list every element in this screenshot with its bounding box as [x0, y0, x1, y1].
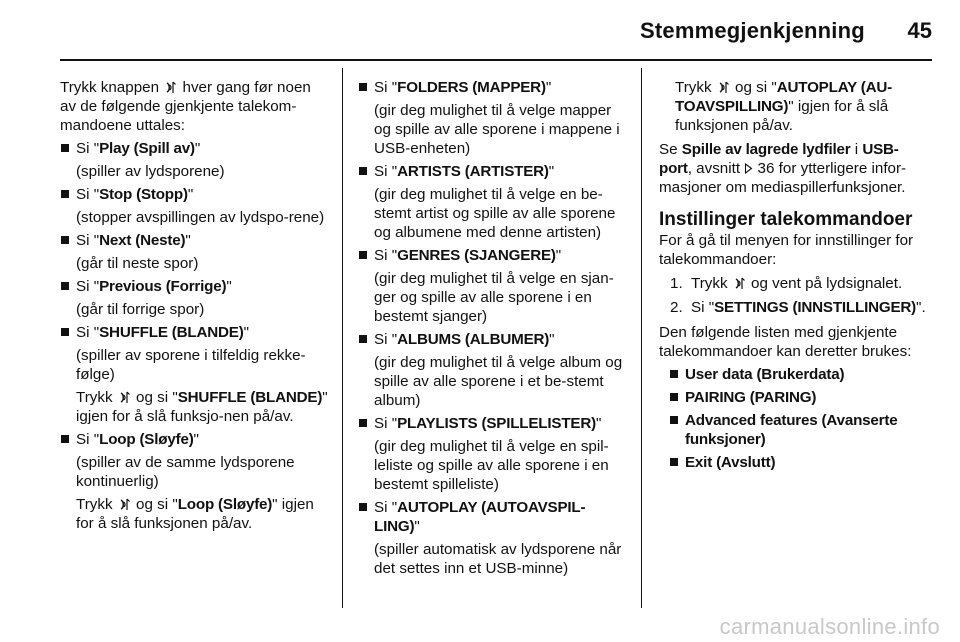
- numbered-step: 1. Trykk og vent på lydsignalet.: [670, 275, 903, 292]
- command-text: ARTISTS (ARTISTER): [397, 163, 549, 180]
- reference-title: Spille av lagrede lydfiler: [681, 141, 851, 158]
- item-toggle-note: Trykk og si "SHUFFLE (BLANDE)" igjen for å slå funksjo-nen på/av.: [76, 389, 328, 425]
- bullet-square: [61, 236, 69, 244]
- bullet-square: [359, 419, 367, 427]
- command-text: FOLDERS (MAPPER): [397, 79, 546, 96]
- list-item: Si "Stop (Stopp)": [60, 185, 330, 204]
- list-item: Si "Play (Spill av)": [60, 139, 330, 158]
- command-text: Play (Spill av): [99, 140, 195, 157]
- list-item: Si "FOLDERS (MAPPER)": [358, 78, 628, 97]
- command-text: AUTOPLAY (AUTOAVSPIL-LING): [374, 499, 586, 535]
- list-item: Si "Loop (Sløyfe)": [60, 430, 330, 449]
- item-description: (spiller av de samme lydsporene kontinuerlig): [76, 454, 295, 490]
- section-intro: For å gå til menyen for innstillinger for talekommandoer:: [659, 232, 914, 268]
- item-description: (går til forrige spor): [76, 301, 205, 318]
- command-text: ALBUMS (ALBUMER): [397, 331, 550, 348]
- command-text: Loop (Sløyfe): [99, 431, 194, 448]
- list-item: Si "PLAYLISTS (SPILLELISTER)": [358, 414, 628, 433]
- voice-command-icon: [718, 81, 729, 94]
- item-description: (spiller automatisk av lydsporene når det settes inn et USB-minne): [374, 541, 622, 577]
- command-text: Loop (Sløyfe): [177, 496, 273, 513]
- command-text: Exit (Avslutt): [685, 454, 776, 471]
- list-item: Si "SHUFFLE (BLANDE)": [60, 323, 330, 342]
- item-description: (gir deg mulighet til å velge en spil-leliste og spille av alle sporene i en bestemt spilleliste): [374, 438, 609, 493]
- intro-paragraph: Trykk knappen hver gang før noen av de følgende gjenkjente talekom-mandoene uttales:: [60, 79, 311, 134]
- bullet-square: [61, 328, 69, 336]
- list-item: Si "GENRES (SJANGERE)": [358, 246, 628, 265]
- command-text: SHUFFLE (BLANDE): [99, 324, 244, 341]
- voice-command-icon: [119, 391, 130, 404]
- command-text: PAIRING (PARING): [685, 389, 817, 406]
- bullet-square: [61, 144, 69, 152]
- list-item: [669, 453, 927, 472]
- command-text: SHUFFLE (BLANDE): [177, 389, 323, 406]
- bullet-square: [359, 503, 367, 511]
- voice-command-icon: [165, 81, 176, 94]
- item-description: (gir deg mulighet til å velge album og spille av alle sporene i et be-stemt album): [374, 354, 623, 409]
- voice-command-icon: [734, 277, 745, 290]
- page-number: 45: [907, 18, 932, 43]
- item-description: (stopper avspillingen av lydspo-rene): [76, 209, 325, 226]
- page-reference-arrow-icon: [744, 163, 753, 174]
- list-item: Si "Next (Neste)": [60, 231, 330, 250]
- list-item: [669, 411, 927, 449]
- item-toggle-note: Trykk og si "AUTOPLAY (AU-TOAVSPILLING)" igjen for å slå funksjonen på/av.: [675, 79, 892, 134]
- command-text: SETTINGS (INNSTILLINGER): [714, 299, 917, 316]
- list-item: Si "ARTISTS (ARTISTER)": [358, 162, 628, 181]
- command-text: AUTOPLAY (AU-TOAVSPILLING): [675, 79, 892, 115]
- list-item: [669, 388, 927, 407]
- item-description: (spiller av sporene i tilfeldig rekke-følge): [76, 347, 306, 383]
- watermark: carmanualsonline.info: [719, 614, 940, 639]
- list-item: Si "AUTOPLAY (AUTOAVSPIL-LING)": [358, 498, 628, 536]
- command-text: PLAYLISTS (SPILLELISTER): [397, 415, 596, 432]
- command-text: GENRES (SJANGERE): [397, 247, 556, 264]
- list-intro: Den følgende listen med gjenkjente talekommandoer kan deretter brukes:: [659, 324, 912, 360]
- numbered-step: 2. Si "SETTINGS (INNSTILLINGER)".: [670, 299, 926, 316]
- item-description: (spiller av lydsporene): [76, 163, 225, 180]
- bullet-square: [670, 393, 678, 401]
- bullet-square: [359, 167, 367, 175]
- bullet-square: [670, 458, 678, 466]
- item-description: (gir deg mulighet til å velge en sjan-ger og spille av alle sporene i en bestemt sjanger): [374, 270, 614, 325]
- list-item: Si "Previous (Forrige)": [60, 277, 330, 296]
- command-text: Advanced features (Avanserte funksjoner): [685, 412, 898, 448]
- item-toggle-note: Trykk og si "Loop (Sløyfe)" igjen for å slå funksjonen på/av.: [76, 496, 314, 532]
- bullet-square: [359, 83, 367, 91]
- column-divider: [342, 68, 343, 608]
- list-item: [669, 365, 927, 384]
- command-text: User data (Brukerdata): [685, 366, 845, 383]
- bullet-square: [359, 335, 367, 343]
- section-heading: Instillinger talekommandoer: [659, 209, 913, 230]
- command-text: Stop (Stopp): [99, 186, 188, 203]
- bullet-square: [670, 416, 678, 424]
- item-description: (gir deg mulighet til å velge mapper og spille av alle sporene i mappene i USB-enheten): [374, 102, 620, 157]
- column-3: [659, 78, 927, 472]
- bullet-square: [61, 435, 69, 443]
- bullet-square: [61, 282, 69, 290]
- item-description: (gir deg mulighet til å velge en be-stemt artist og spille av alle sporene og albumene med denne artisten): [374, 186, 616, 241]
- cross-reference-paragraph: Se Spille av lagrede lydfiler i USB-port, avsnitt 36 for ytterligere infor-masjoner om mediaspillerfunksjoner.: [659, 141, 907, 196]
- column-divider: [641, 68, 642, 608]
- item-description: (går til neste spor): [76, 255, 199, 272]
- page-title: Stemmegjenkjenning: [640, 18, 865, 43]
- bullet-square: [61, 190, 69, 198]
- bullet-square: [359, 251, 367, 259]
- column-1: [60, 78, 330, 533]
- column-2: [358, 78, 628, 578]
- reference-title: USB-port: [659, 141, 899, 177]
- command-text: Previous (Forrige): [99, 278, 227, 295]
- command-text: Next (Neste): [99, 232, 186, 249]
- voice-command-icon: [119, 498, 130, 511]
- list-item: Si "ALBUMS (ALBUMER)": [358, 330, 628, 349]
- header-rule: [60, 59, 932, 61]
- bullet-square: [670, 370, 678, 378]
